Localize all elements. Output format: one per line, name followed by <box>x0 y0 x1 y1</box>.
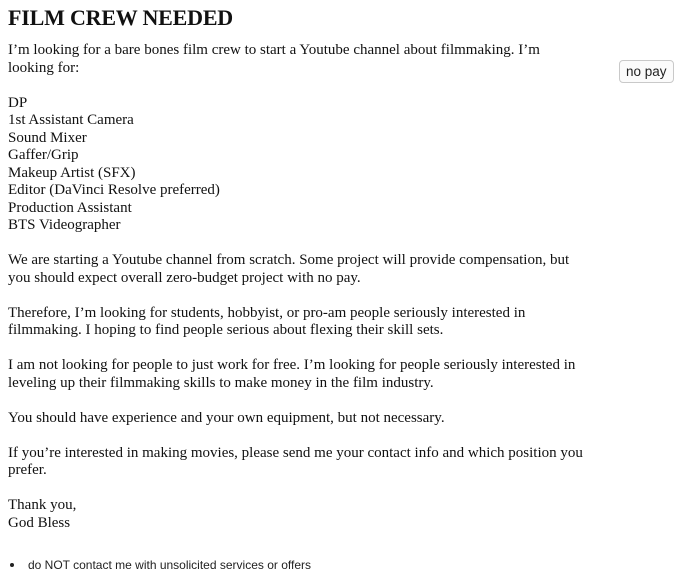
expectations-paragraph <box>8 357 608 392</box>
intro-line: looking for: <box>8 59 80 76</box>
intro-paragraph <box>8 42 608 77</box>
role-item: DP <box>8 94 28 111</box>
role-item: Editor (DaVinci Resolve preferred) <box>8 182 220 198</box>
paragraph-line: filmmaking. I hoping to find people serious about flexing their skill sets. <box>8 322 444 338</box>
paragraph-line: If you’re interested in making movies, please send me your contact info and which position you <box>8 444 583 461</box>
target-crew-paragraph <box>8 305 608 340</box>
paragraph-line: you should expect overall zero-budget project with no pay. <box>8 269 361 286</box>
signoff-line: Thank you, <box>8 497 77 513</box>
notice-text: do NOT contact me with unsolicited services or offers <box>28 558 312 572</box>
signoff-line: God Bless <box>8 514 71 531</box>
compensation-badge: no pay <box>619 60 674 83</box>
paragraph-line: You should have experience and your own equipment, but not necessary. <box>8 409 445 426</box>
role-item: Production Assistant <box>8 199 132 216</box>
role-item: Makeup Artist (SFX) <box>8 164 136 181</box>
post-body <box>8 42 608 550</box>
paragraph-line: leveling up their filmmaking skills to make money in the film industry. <box>8 374 434 391</box>
post-title: FILM CREW NEEDED <box>8 5 233 30</box>
role-item: BTS Videographer <box>8 217 121 233</box>
roles-list <box>8 95 608 235</box>
equipment-paragraph <box>8 410 608 428</box>
paragraph-line: prefer. <box>8 462 47 478</box>
notice-item <box>8 557 311 573</box>
notices-list <box>8 557 311 573</box>
paragraph-line: I am not looking for people to just work for free. I’m looking for people seriously interested in <box>8 357 576 373</box>
bullet-icon <box>10 563 14 567</box>
intro-line: I’m looking for a bare bones film crew to start a Youtube channel about filmmaking. I’m <box>8 42 540 58</box>
signoff <box>8 497 608 532</box>
role-item: 1st Assistant Camera <box>8 112 134 128</box>
paragraph-line: Therefore, I’m looking for students, hobbyist, or pro-am people seriously interested in <box>8 304 526 321</box>
role-item: Sound Mixer <box>8 129 87 146</box>
compensation-paragraph <box>8 252 608 287</box>
paragraph-line: We are starting a Youtube channel from scratch. Some project will provide compensation, but <box>8 252 570 268</box>
role-item: Gaffer/Grip <box>8 147 79 163</box>
contact-paragraph <box>8 445 608 480</box>
